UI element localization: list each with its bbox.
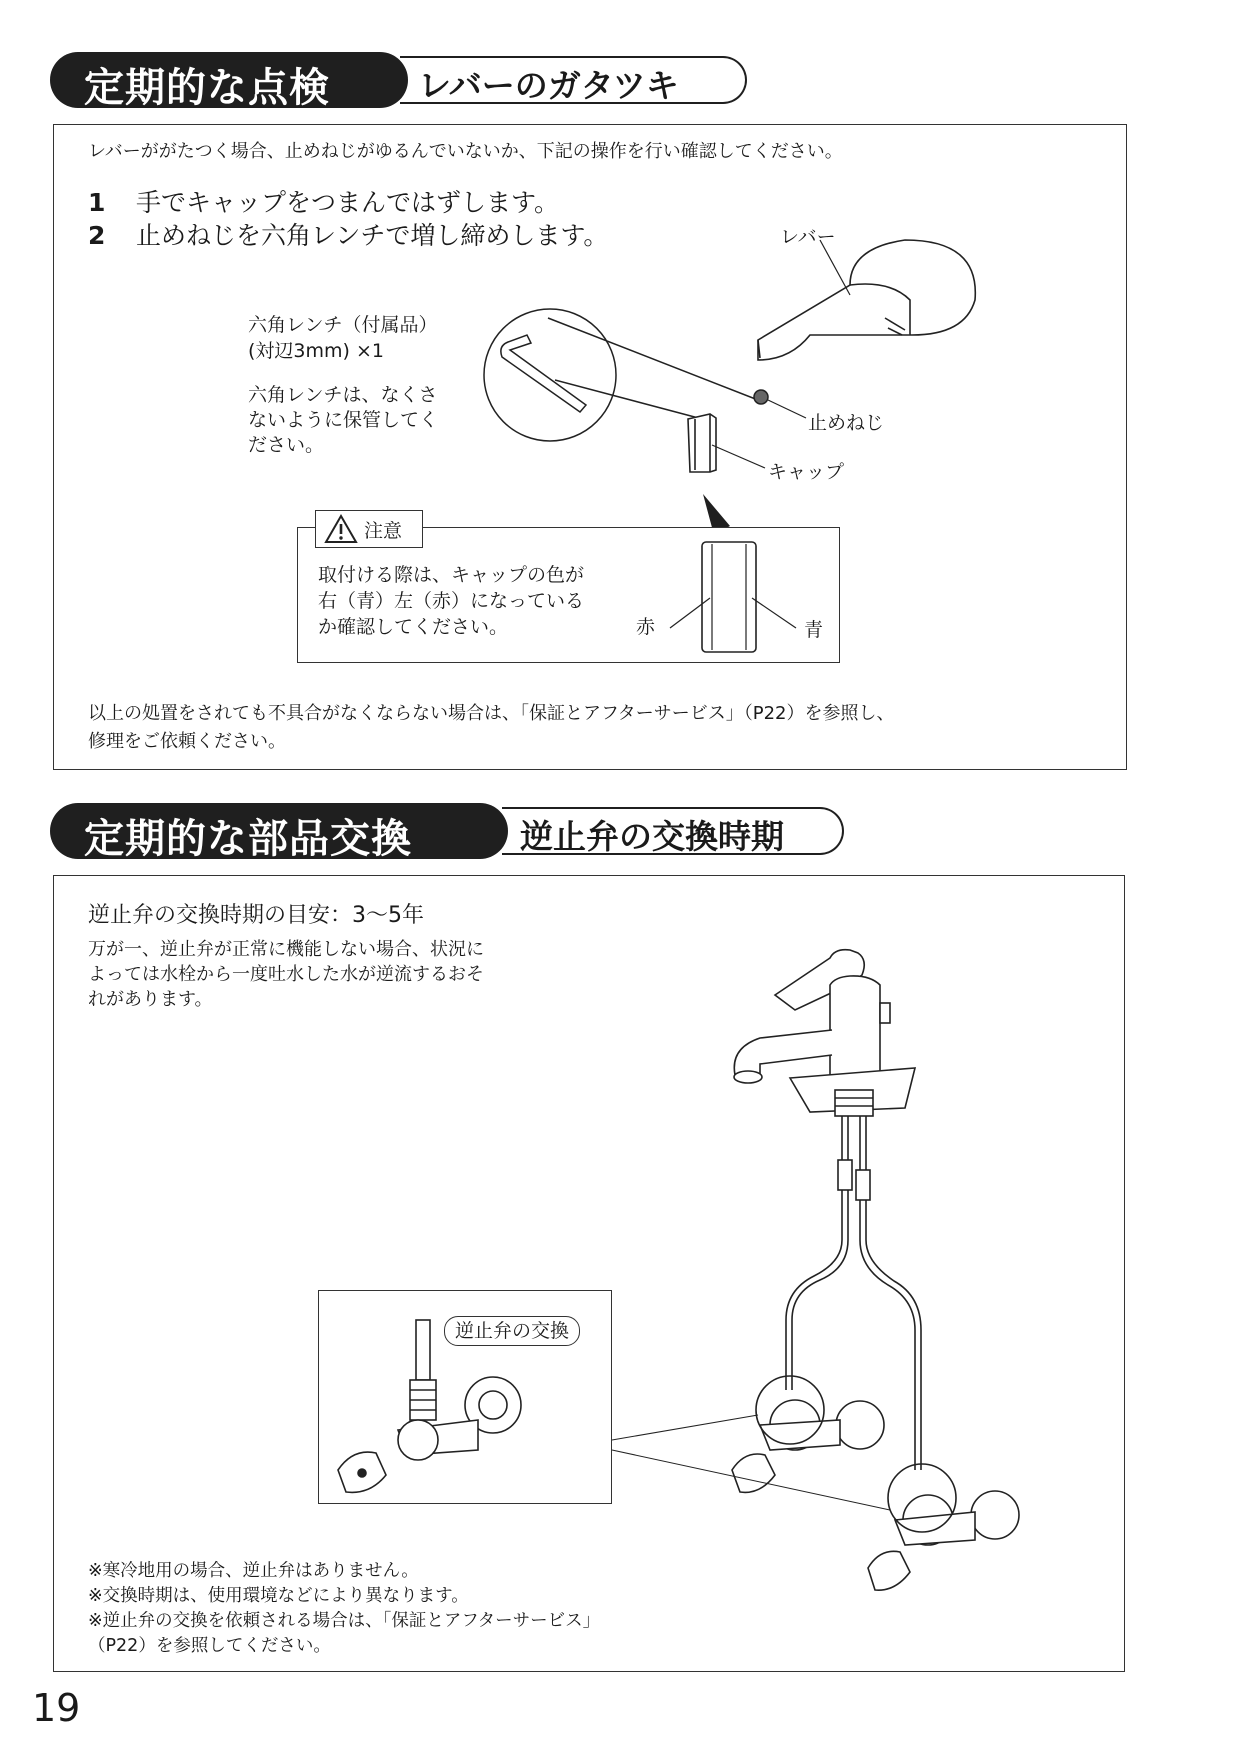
section2-para-2: よっては水栓から一度吐水した水が逆流するおそ [88,964,484,985]
faucet-nut [835,1090,873,1116]
wrench-label-1: 六角レンチ（付属品） [248,314,438,336]
caution-line-2: 右（青）左（赤）になっている [318,590,585,612]
label-blue: 青 [804,619,824,641]
caution-line-1: 取付ける際は、キャップの色が [318,564,585,586]
step-2-number: 2 [88,221,106,250]
wrench-note-2: ないように保管してく [248,409,439,431]
label-red: 赤 [636,616,656,638]
section2-para-1: 万が一、逆止弁が正常に機能しない場合、状況に [88,939,484,960]
step-1-number: 1 [88,188,106,217]
section2-title: 定期的な部品交換 [84,816,412,862]
step-1-text: 手でキャップをつまんではずします。 [136,188,560,217]
note-4: （P22）を参照してください。 [88,1636,331,1656]
label-lever: レバー [780,226,836,248]
section1-footer-1: 以上の処置をされても不具合がなくならない場合は、「保証とアフターサービス」（P22）を参照し、 [88,703,895,724]
page-number: 19 [32,1686,81,1730]
section1-title: 定期的な点検 [84,65,330,111]
section1-intro: レバーががたつく場合、止めねじがゆるんでいないか、下記の操作を行い確認してください。 [88,141,843,162]
section1-subtitle: レバーのガタツキ [418,66,679,105]
label-screw: 止めねじ [808,412,885,434]
wrench-note-3: ださい。 [248,434,325,456]
section2-heading: 逆止弁の交換時期の目安：3～5年 [88,903,424,928]
stop-valve-left [732,1376,884,1492]
section1-footer-2: 修理をご依頼ください。 [88,731,286,752]
wrench-note-1: 六角レンチは、なくさ [248,384,438,406]
stop-valve-right [868,1464,1019,1590]
section2-para-3: れがあります。 [88,989,213,1010]
note-1: ※寒冷地用の場合、逆止弁はありません。 [88,1561,419,1581]
faucet-body [830,976,880,1086]
inset-label-frame [444,1316,580,1346]
label-cap: キャップ [768,461,845,483]
caution-title: 注意 [364,520,403,542]
step-2-text: 止めねじを六角レンチで増し締めします。 [136,221,609,250]
note-2: ※交換時期は、使用環境などにより異なります。 [88,1586,469,1606]
section2-subtitle: 逆止弁の交換時期 [520,817,784,856]
note-3: ※逆止弁の交換を依頼される場合は、「保証とアフターサービス」 [88,1611,601,1631]
wrench-label-2: (対辺3mm) ×1 [248,340,384,362]
inset-label: 逆止弁の交換 [455,1320,570,1342]
caution-line-3: か確認してください。 [318,616,509,638]
